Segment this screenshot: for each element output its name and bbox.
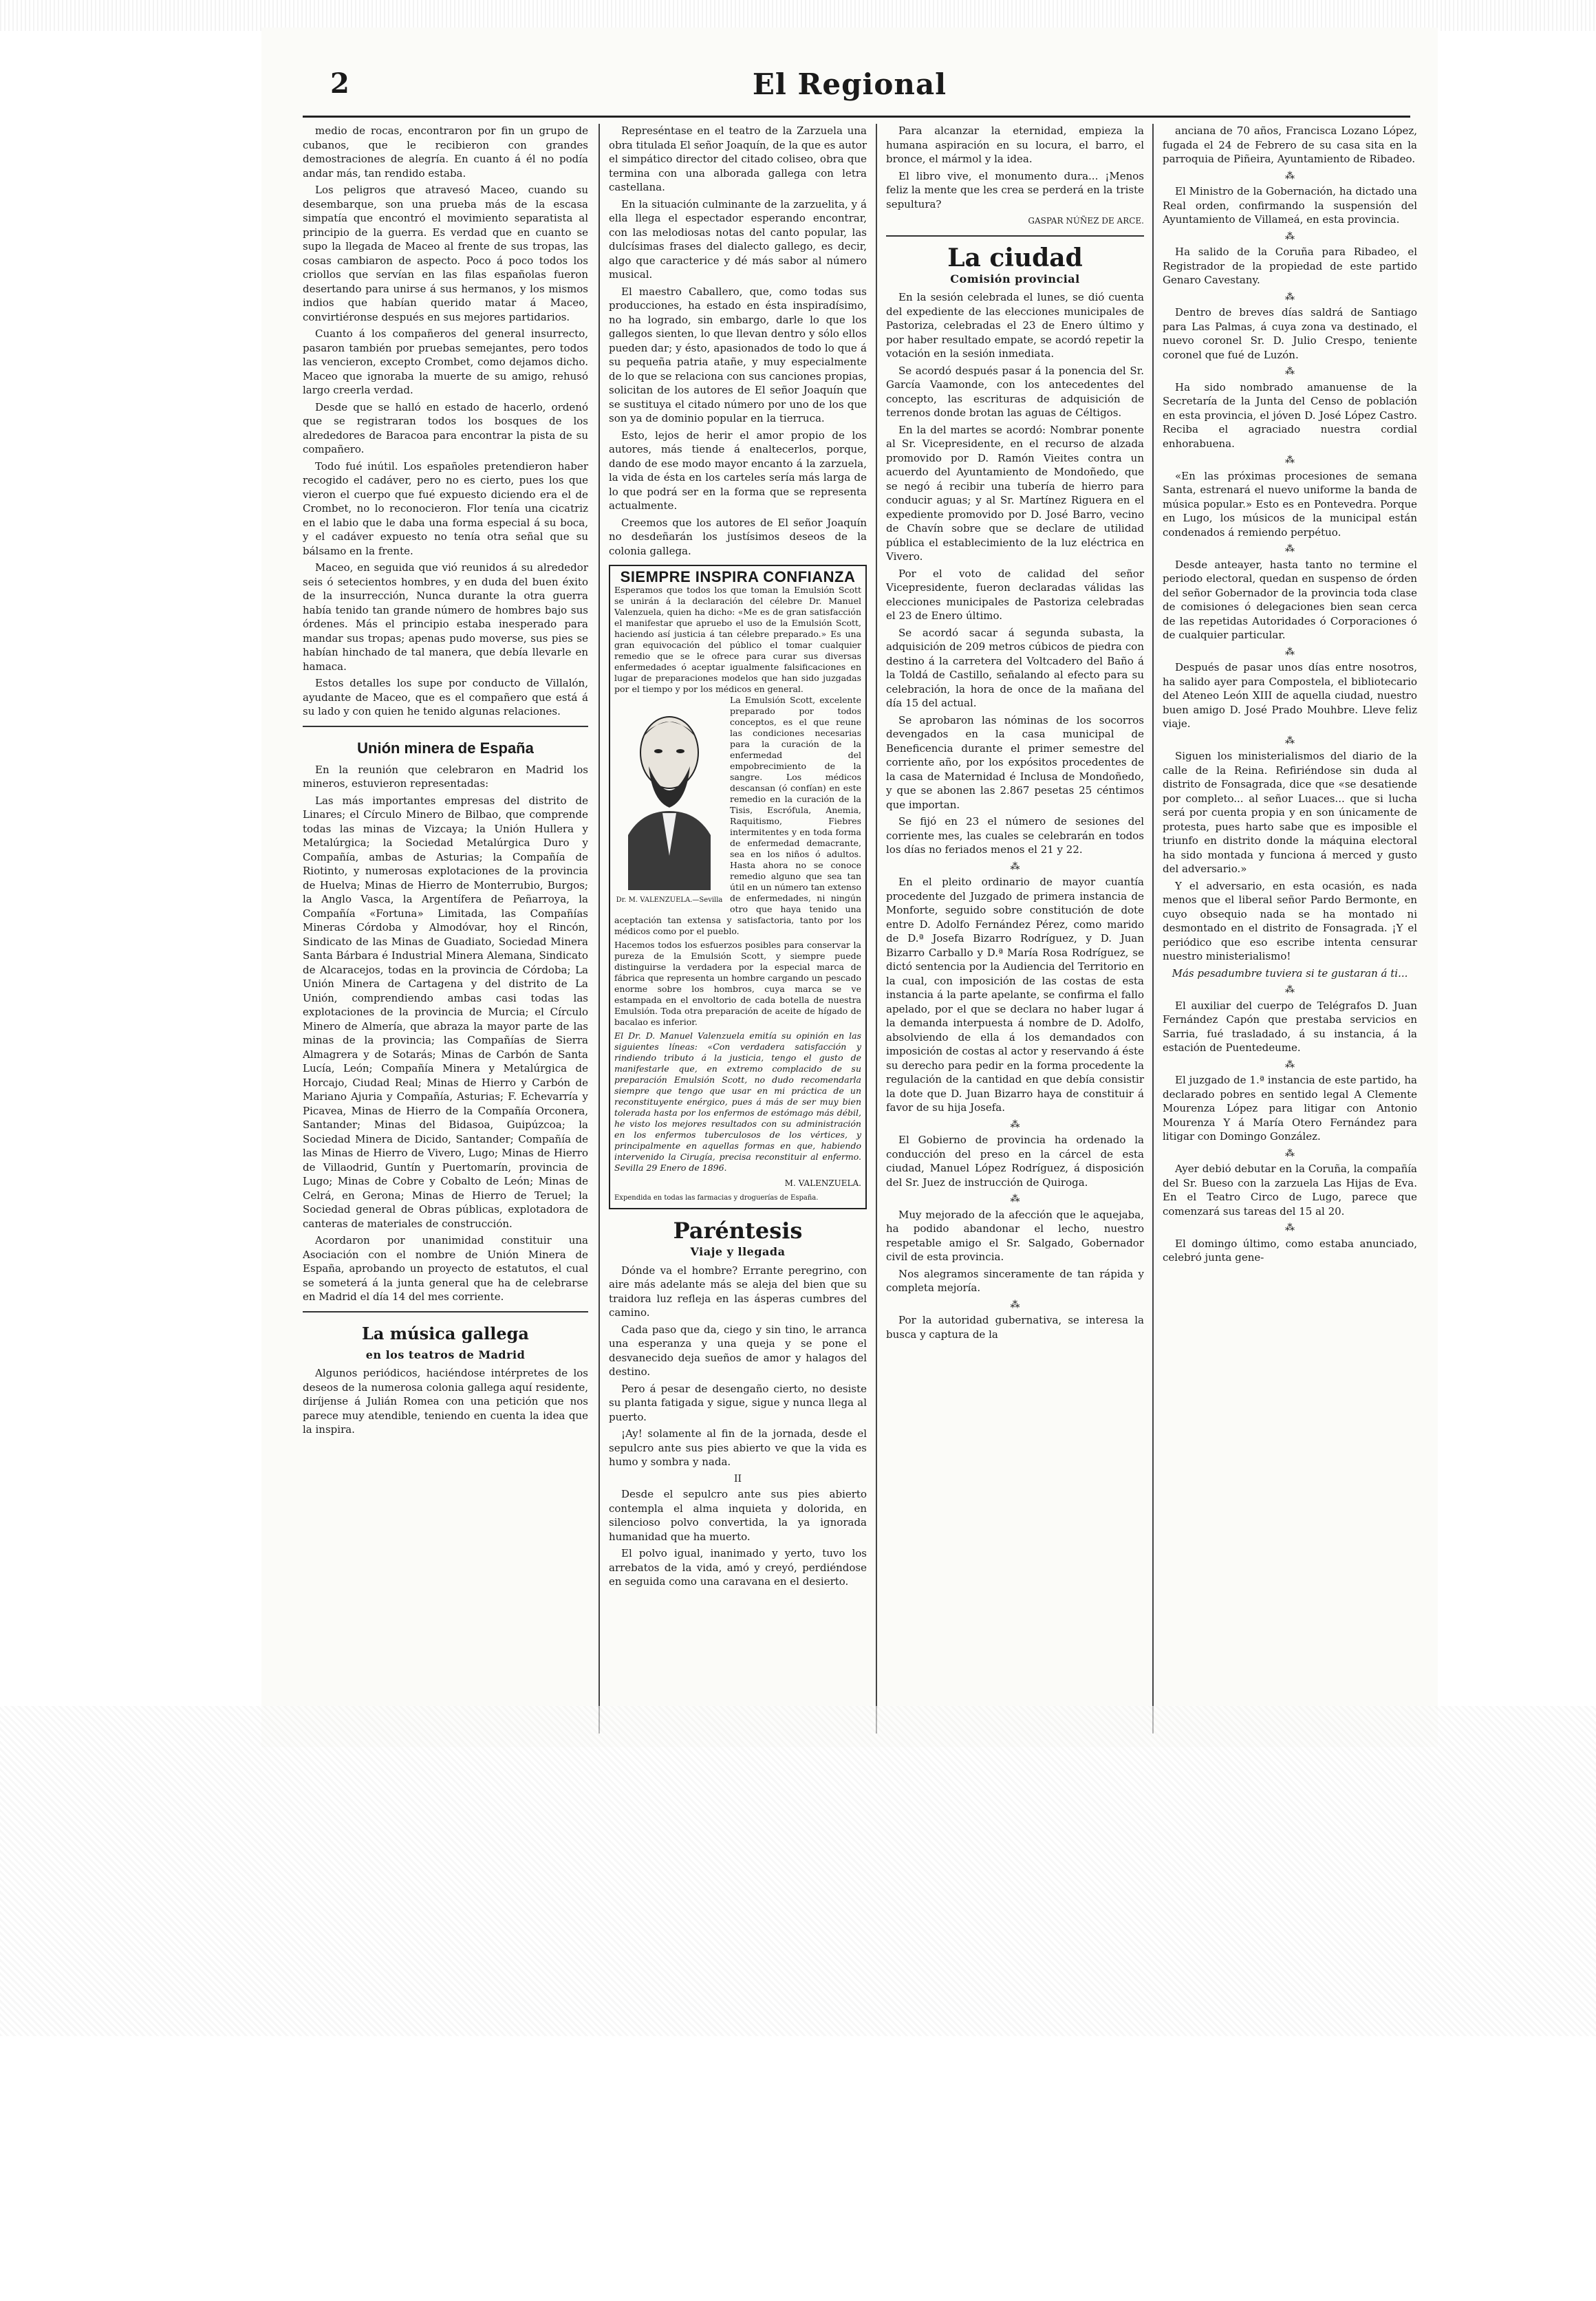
ad-headline: SIEMPRE INSPIRA CONFIANZA bbox=[620, 568, 856, 585]
paragraph: En el pleito ordinario de mayor cuantía procedente del Juzgado de primera instancia de Monforte, seguido sobre constitución de dote entre D. Adolfo Fernández Pérez, como marido de D.ª Josefa Bizarro Rodríguez, y D. Juan Bizarro Carballo y D.ª María Rosa Rodríguez, se dictó sentencia por la Audiencia del Territorio en la cual, con imposición de las costas de esta instancia á la parte apelante, se confirma el fallo apelado, por el que se declara no haber lugar á la demanda interpuesta á nombre de D. Adolfo, absolviendo de ella á los demandados con imposición de costas al actor y reservando á éste su derecho para pedir en la forma procedente la regulación de la cantidad en que debía consistir la dote que D. Juan Bizarro haya de constituir á favor de su hija Josefa. bbox=[886, 876, 1144, 1114]
paragraph: Estos detalles los supe por conducto de Villalón, ayudante de Maceo, que es el compañero que está á su lado y con quien he tenido algunas relaciones. bbox=[303, 677, 588, 717]
poem-stanza: Cada paso que da, ciego y sin tino, le arranca una esperanza y una queja y se pone el desvanecido deja sueños de amor y halagos del destino. bbox=[609, 1323, 867, 1378]
column-4 bbox=[1163, 124, 1417, 1268]
paragraph: Maceo, en seguida que vió reunidos á su alrededor seis ó setecientos hombres, y en duda del buen éxito de la insurrección, Nunca durante la otra guerra había tenido tan grande número de hombres bajo sus órdenes. Más el principio estaba inesperado para mandar sus tropas; apenas pudo moverse, sus pies se habían hinchado de tal manera, que debía llevarle en hamaca. bbox=[303, 561, 588, 673]
masthead bbox=[261, 62, 1438, 117]
ad-body-2: Hacemos todos los esfuerzos posibles para conservar la pureza de la Emulsión Scott, y siempre puede distinguirse la verdadera por la especial marca de fábrica que representa un hombre cargando un pescado enorme sobre los hombros, cuya marca se ve estampada en el envoltorio de cada botella de nuestra Emulsión. Toda otra preparación de aceite de hígado de bacalao es inferior. bbox=[614, 939, 861, 1027]
paragraph: Ayer debió debutar en la Coruña, la compañía del Sr. Bueso con la zarzuela Las Hijas de Eva. En el Teatro Circo de Lugo, parece que comenzará sus tareas del 15 al 20. bbox=[1163, 1163, 1417, 1218]
section-title-union-minera: Unión minera de España bbox=[357, 739, 534, 757]
separator-asterism-icon: ⁂ bbox=[1285, 455, 1295, 466]
separator-asterism-icon: ⁂ bbox=[1285, 735, 1295, 746]
separator-asterism-icon: ⁂ bbox=[1285, 1222, 1295, 1233]
ad-footer: Expendida en todas las farmacias y droguerías de España. bbox=[614, 1194, 819, 1202]
separator-asterism-icon: ⁂ bbox=[1285, 291, 1295, 303]
column-rule-1 bbox=[598, 124, 600, 1733]
poem-signature: GASPAR NÚÑEZ DE ARCE. bbox=[1028, 216, 1144, 226]
paragraph: El auxiliar del cuerpo de Telégrafos D. Juan Fernández Capón que prestaba servicios en Sarria, fué trasladado, á su instancia, á la estación de Puentedeume. bbox=[1163, 999, 1417, 1054]
portrait-illustration bbox=[614, 698, 724, 904]
separator-asterism-icon: ⁂ bbox=[1285, 984, 1295, 995]
separator-asterism-icon: ⁂ bbox=[1285, 1059, 1295, 1070]
section-title-parentesis: Paréntesis bbox=[673, 1218, 803, 1244]
scan-noise-top bbox=[0, 0, 1596, 31]
paragraph: Ha sido nombrado amanuense de la Secretaría de la Junta del Censo de población en esta provincia, el jóven D. José López Castro. Reciba el agraciado nuestra cordial enhorabuena. bbox=[1163, 380, 1417, 450]
paragraph: Las más importantes empresas del distrito de Linares; el Círculo Minero de Bilbao, que comprende todas las minas de Vizcaya; la Unión Hullera y Metalúrgica; la Sociedad Metalúrgica Duro y Compañía, ambas de Asturias; la Compañía de Riotinto, y numerosas explotaciones de la provincia de Huelva; Minas de Hierro de Monterrubio, Burgos; la Anglo Vasca, la Argentífera de Peñarroya, la Compañía «Fortuna» Limitada, las Compañías Mineras Córdoba y Almodóvar, hoy el Rincón, Sindicato de las Minas de Guadiato, Sociedad Minera Santa Bárbara é Industrial Minera Alemana, Sindicato de Alcaracejos, todas en la provincia de Córdoba; La Unión Minera de Cartagena y del distrito de La Unión, comprendiendo ambas casi todas las explotaciones de la provincia de Murcia; el Círculo Minero de Almería, que abraza la mayor parte de las minas de la provincia; las Compañías de Sierra Almagrera y de Sotarás; Minas de Carbón de Santa Lucía, León; Compañía Minera y Metalúrgica de Horcajo, Ciudad Real; Minas de Hierro y Carbón de Mariano Ajuria y Compañía, Asturias; F. Echevarría y Picavea, Minas de Hierro de la Compañía Orconera, Santander; Minas del Bidasoa, Guipúzcoa; la Sociedad Minera de Dicido, Santander; Compañía de las Minas de Hierro de Vivero, Lugo; Minas de Hierro de Villaodrid, Guntín y Puertomarín, provincia de Lugo; Minas de Cobre y Cobalto de León; Minas de Celrá, en Gerona; Minas de Hierro de Teruel; la Sociedad general de Obras públicas, explotadora de canteras de materiales de construcción. bbox=[303, 794, 588, 1230]
paragraph: Por la autoridad gubernativa, se interesa la busca y captura de la bbox=[886, 1314, 1144, 1341]
paragraph: Acordaron por unanimidad constituir una Asociación con el nombre de Unión Minera de España, aprobando un proyecto de estatutos, el cual se someterá á la junta general que ha de celebrarse en Madrid el día 14 del mes corriente. bbox=[303, 1234, 588, 1303]
paragraph: Y el adversario, en esta ocasión, es nada menos que el liberal señor Pardo Bermonte, en cuyo obsequio nada se ha montado ni desmontado en el distrito de Fonsagrada. ¡Y el periódico que eso escribe intenta censurar nuestro ministerialismo! bbox=[1163, 879, 1417, 962]
paragraph: «En las próximas procesiones de semana Santa, estrenará el nuevo uniforme la banda de música popular.» Esto es en Pontevedra. Porque en Lugo, los músicos de la municipal están condenados á remiendo perpétuo. bbox=[1163, 469, 1417, 539]
section-title-la-ciudad: La ciudad bbox=[947, 243, 1083, 272]
poem-stanza: Desde el sepulcro ante sus pies abierto contempla el alma inquieta y dolorida, en silencioso polvo convertida, la ya ignorada humanidad que ha muerto. bbox=[609, 1488, 867, 1543]
poem-stanza: ¡Ay! solamente al fin de la jornada, desde el sepulcro ante sus pies abierto ve que la vida es humo y sombra y nada. bbox=[609, 1427, 867, 1468]
paragraph: El Ministro de la Gobernación, ha dictado una Real orden, confirmando la suspensión del Ayuntamiento de Villameá, en esta provincia. bbox=[1163, 185, 1417, 226]
column-2 bbox=[609, 124, 867, 1592]
ad-signature: M. VALENZUELA. bbox=[784, 1178, 861, 1188]
paragraph: Se acordó después pasar á la ponencia del Sr. García Vaamonde, con los antecedentes del concepto, las escrituras de adquisición de terrenos donde brotan las aguas de Céltigos. bbox=[886, 364, 1144, 419]
paragraph: Esto, lejos de herir el amor propio de los autores, más tiende á enaltecerlos, porque, dando de ese modo mayor encanto á la zarzuela, la vida de ésta en los carteles sería más larga de lo que podrá ser en la forma que se representa actualmente. bbox=[609, 429, 867, 512]
paragraph: Se acordó sacar á segunda subasta, la adquisición de 209 metros cúbicos de piedra con destino á la carretera del Voltcadero del Baño á la Toldá de Castillo, señalando al efecto para su celebración, la hora de once de la mañana del día 15 del actual. bbox=[886, 626, 1144, 709]
paragraph: Nos alegramos sinceramente de tan rápida y completa mejoría. bbox=[886, 1267, 1144, 1294]
paragraph: Algunos periódicos, haciéndose intérpretes de los deseos de la numerosa colonia gallega aquí residente, diríjense á Julián Romea con una petición que nos parece muy atendible, teniendo en cuenta la idea que la inspira. bbox=[303, 1367, 588, 1436]
paper-title: El Regional bbox=[752, 67, 947, 101]
section-rule bbox=[303, 726, 588, 727]
paragraph: En la sesión celebrada el lunes, se dió cuenta del expediente de las elecciones municipales de Pastoriza, celebradas el 23 de Enero último y por haber resultado empate, se acordó repetir la votación en la sesión inmediata. bbox=[886, 291, 1144, 360]
separator-asterism-icon: ⁂ bbox=[1010, 1193, 1020, 1204]
column-rule-3 bbox=[1152, 124, 1154, 1733]
paragraph: En la situación culminante de la zarzuelita, y á ella llega el espectador esperando encontrar, con las melodiosas notas del canto popular, las dulcísimas frases del dialecto gallego, es decir, algo que caracterice y dé más sabor al número musical. bbox=[609, 197, 867, 281]
separator-asterism-icon: ⁂ bbox=[1010, 1299, 1020, 1310]
section-rule bbox=[303, 1311, 588, 1312]
separator-asterism-icon: ⁂ bbox=[1010, 861, 1020, 872]
poem-part-marker: II bbox=[733, 1473, 742, 1484]
poem-stanza: Dónde va el hombre? Errante peregrino, con aire más adelante más se aleja del bien que su traidora luz refleja en las ásperas cumbres del camino. bbox=[609, 1264, 867, 1319]
separator-asterism-icon: ⁂ bbox=[1285, 646, 1295, 658]
paragraph: Creemos que los autores de El señor Joaquín no desdeñarán los justísimos deseos de la colonia gallega. bbox=[609, 516, 867, 557]
separator-asterism-icon: ⁂ bbox=[1010, 1119, 1020, 1130]
section-subtitle: Viaje y llegada bbox=[690, 1245, 786, 1258]
separator-asterism-icon: ⁂ bbox=[1285, 366, 1295, 377]
paragraph: En la reunión que celebraron en Madrid los mineros, estuvieron representadas: bbox=[303, 763, 588, 790]
paragraph: Desde que se halló en estado de hacerlo, ordenó que se registraran todos los bosques de los alrededores de Baracoa para encontrar la pista de su compañero. bbox=[303, 400, 588, 455]
paragraph: Represéntase en el teatro de la Zarzuela una obra titulada El señor Joaquín, de la que es autor el simpático director del citado coliseo, obra que termina con una alborada gallega con letra castellana. bbox=[609, 125, 867, 193]
paragraph: En la del martes se acordó: Nombrar ponente al Sr. Vicepresidente, en el recurso de alzada promovido por D. Ramón Vieites contra un acuerdo del Ayuntamiento de Mondoñedo, que se negó á recibir una tubería de hierro para conducir aguas; y al Sr. Martínez Riguera en el expediente promovido por D. José Barro, vecino de Chavín sobre que se declare de utilidad pública el establecimiento de la luz eléctrica en Vivero. bbox=[886, 423, 1144, 563]
paragraph: El Gobierno de provincia ha ordenado la conducción del preso en la cárcel de esta ciudad, Manuel López Rodríguez, á disposición del Sr. Juez de instrucción de Quiroga. bbox=[886, 1134, 1144, 1189]
ad-body: La Emulsión Scott, excelente preparado por todos conceptos, es el que reune las condiciones necesarias para la curación de la enfermedad del empobrecimiento de la sangre. Los médicos descansan (ó confían) en este remedio en la curación de la Tisis, Escrófula, Anemia, Raquitismo, Fiebres intermitentes y en toda forma de enfermedad demacrante, sea en los niños ó adultos. Hasta ahora no se conoce remedio alguno que sea tan útil en un número tan extenso de enfermedades, ni ningún otro que haya tenido una aceptación tan extensa y satisfactoria, tanto por los médicos como por el pueblo. bbox=[614, 694, 861, 936]
paragraph: medio de rocas, encontraron por fin un grupo de cubanos, que le recibieron con grandes demostraciones de alegría. En cuanto á él no podía andar más, tan rendido estaba. bbox=[303, 125, 588, 180]
ad-intro: Esperamos que todos los que toman la Emulsión Scott se unirán á la declaración del célebre Dr. Manuel Valenzuela, quien ha dicho: «Me es de gran satisfacción el manifestar que apruebo el uso de la Emulsión Scott, haciendo así justicia á tan célebre preparado.» Es una gran equivocación del público el tomar cualquier remedio que se le ofrece para curar sus diversas enfermedades ó aceptar igualmente falsificaciones en lugar de preparaciones modelos que han sido juzgadas por el tiempo y por los médicos en general. bbox=[614, 584, 861, 694]
paragraph: Cuanto á los compañeros del general insurrecto, pasaron también por pruebas semejantes, pero todos las vencieron, excepto Crombet, como dejamos dicho. Maceo que ignoraba la muerte de su amigo, rehusó largo creerla verdad. bbox=[303, 327, 588, 396]
paragraph: Siguen los ministerialismos del diario de la calle de la Reina. Refiriéndose sin duda al distrito de Fonsagrada, dice que «se desatiende por completo... al señor Luaces... que si lucha será por cuenta propia y en son únicamente de protesta, pues harto sabe que es imposible el triunfo en distrito donde la máquina electoral ha sido montada y funciona á merced y gusto del adversario.» bbox=[1163, 750, 1417, 875]
advertisement-emulsion-scott bbox=[609, 565, 867, 1209]
paragraph: El domingo último, como estaba anunciado, celebró junta gene- bbox=[1163, 1237, 1417, 1264]
paragraph: Después de pasar unos días entre nosotros, ha salido ayer para Compostela, el bibliotecario del Ateneo León XIII de aquella ciudad, nuestro buen amigo D. José Prado Mouhbre. Lleve feliz viaje. bbox=[1163, 661, 1417, 730]
paragraph: Se fijó en 23 el número de sesiones del corriente mes, las cuales se celebrarán en todos los días no feriados menos el 21 y 22. bbox=[886, 815, 1144, 856]
paragraph: Desde anteayer, hasta tanto no termine el periodo electoral, quedan en suspenso de órden del señor Gobernador de la provincia toda clase de comisiones ó delegaciones bien sean cerca de las repetidas Autoridades ó Corporaciones ó de cualquier particular. bbox=[1163, 558, 1417, 641]
portrait-caption: Dr. M. VALENZUELA.—Sevilla bbox=[616, 896, 723, 904]
portrait-engraving-icon bbox=[614, 698, 724, 890]
separator-asterism-icon: ⁂ bbox=[1285, 170, 1295, 182]
separator-asterism-icon: ⁂ bbox=[1285, 230, 1295, 242]
poem-stanza: El polvo igual, inanimado y yerto, tuvo los arrebatos de la vida, amó y creyó, perdiéndose en seguida como una caravana en el desierto. bbox=[609, 1547, 867, 1588]
paragraph: El maestro Caballero, que, como todas sus producciones, ha estado en ésta inspiradísimo, no ha logrado, sin embargo, darle lo que los gallegos sienten, lo que llevan dentro y sólo ellos pueden dar; y ésto, apasionados de todo lo que á su pequeña patria atañe, y muy especialmente de lo que se relaciona con sus canciones propias, solicitan de los autores de El señor Joaquín que se sustituya el citado número por uno de los que son ya de dominio popular en la tierruca. bbox=[609, 285, 867, 424]
section-subtitle: en los teatros de Madrid bbox=[365, 1348, 526, 1361]
paragraph: Dentro de breves días saldrá de Santiago para Las Palmas, á cuya zona va destinado, el nuevo coronel Sr. D. Julio Crespo, teniente coronel que fué de Luzón. bbox=[1163, 306, 1417, 361]
paragraph: Por el voto de calidad del señor Vicepresidente, fueron declaradas válidas las elecciones municipales de Pastoriza celebradas el 23 de Enero último. bbox=[886, 567, 1144, 622]
paragraph: Los peligros que atravesó Maceo, cuando su desembarque, son una prueba más de la escasa simpatía que encontró el movimiento separatista al principio de la guerra. Es verdad que en cuanto se supo la llegada de Maceo al frente de sus tropas, las cosas cambiaron de aspecto. Poco á poco todos los criollos que servían en las filas españolas fueron desertando para unirse á sus hermanos, y los mismos indios que habían querido matar á Maceo, convirtiéronse después en sus mejores partidarios. bbox=[303, 184, 588, 323]
masthead-rule bbox=[303, 116, 1410, 118]
section-rule bbox=[886, 235, 1144, 237]
separator-asterism-icon: ⁂ bbox=[1285, 1147, 1295, 1159]
section-title-musica-gallega: La música gallega bbox=[362, 1323, 529, 1343]
scan-noise-bottom bbox=[0, 1706, 1596, 2036]
section-subtitle: Comisión provincial bbox=[950, 272, 1080, 285]
paragraph: Muy mejorado de la afección que le aquejaba, ha podido abandonar el lecho, nuestro respetable amigo el Sr. Salgado, Gobernador civil de esta provincia. bbox=[886, 1208, 1144, 1263]
paragraph: El juzgado de 1.ª instancia de este partido, ha declarado pobres en sentido legal A Clemente Mourenza López para litigar con Antonio Mourenza Y á María Otero Fernández para litigar con Domingo González. bbox=[1163, 1074, 1417, 1143]
column-3 bbox=[886, 124, 1144, 1344]
poem-stanza: Para alcanzar la eternidad, empieza la humana aspiración en su locura, el barro, el bronce, el mármol y la idea. bbox=[886, 125, 1144, 165]
paragraph: Se aprobaron las nóminas de los socorros devengados en la casa municipal de Beneficencia durante el primer semestre del corriente año, por los expósitos procedentes de la casa de Maternidad é Inclusa de Mondoñedo, y que se abonen las 2.867 pesetas 25 céntimos que importan. bbox=[886, 713, 1144, 811]
paragraph-italic: Más pesadumbre tuviera si te gustaran á ti... bbox=[1172, 966, 1408, 980]
poem-stanza: El libro vive, el monumento dura... ¡Menos feliz la mente que les crea se perderá en la triste sepultura? bbox=[886, 169, 1144, 210]
paragraph: Todo fué inútil. Los españoles pretendieron haber recogido el cadáver, pero no es cierto, pues los que vieron el cuerpo que fué expuesto diciendo era el de Crombet, no lo reconocieron. Flor tenía una cicatriz en el labio que le daba una forma especial á su boca, y el cadáver expuesto no tenía otra señal que su bálsamo en la frente. bbox=[303, 460, 588, 557]
ad-quote: El Dr. D. Manuel Valenzuela emitía su opinión en las siguientes líneas: «Con verdadera satisfacción y rindiendo tributo á la justicia, tengo el gusto de manifestarle que, en extremo complacido de su preparación Emulsión Scott, no dudo recomendarla siempre que tengo que usar en mi práctica de un reconstituyente enérgico, pues á más de ser muy bien tolerada hasta por los enfermos de estómago más débil, he visto los mejores resultados con su administración en los enfermos tuberculosos de los vértices, y principalmente en aquellas formas en que, habiendo intervenido la Cirugía, precisa reconstituir al enfermo. Sevilla 29 Enero de 1896. bbox=[614, 1030, 861, 1173]
paragraph: anciana de 70 años, Francisca Lozano López, fugada el 24 de Febrero de su casa sita en la parroquia de Piñeira, Ayuntamiento de Ribadeo. bbox=[1163, 125, 1417, 165]
page-number: 2 bbox=[330, 67, 349, 100]
column-rule-2 bbox=[876, 124, 877, 1733]
separator-asterism-icon: ⁂ bbox=[1285, 543, 1295, 554]
newspaper-page bbox=[261, 28, 1438, 1747]
paragraph: Ha salido de la Coruña para Ribadeo, el Registrador de la propiedad de este partido Genaro Cavestany. bbox=[1163, 246, 1417, 286]
column-1 bbox=[303, 124, 588, 1440]
poem-stanza: Pero á pesar de desengaño cierto, no desiste su planta fatigada y sigue, sigue y nunca llega al puerto. bbox=[609, 1382, 867, 1423]
